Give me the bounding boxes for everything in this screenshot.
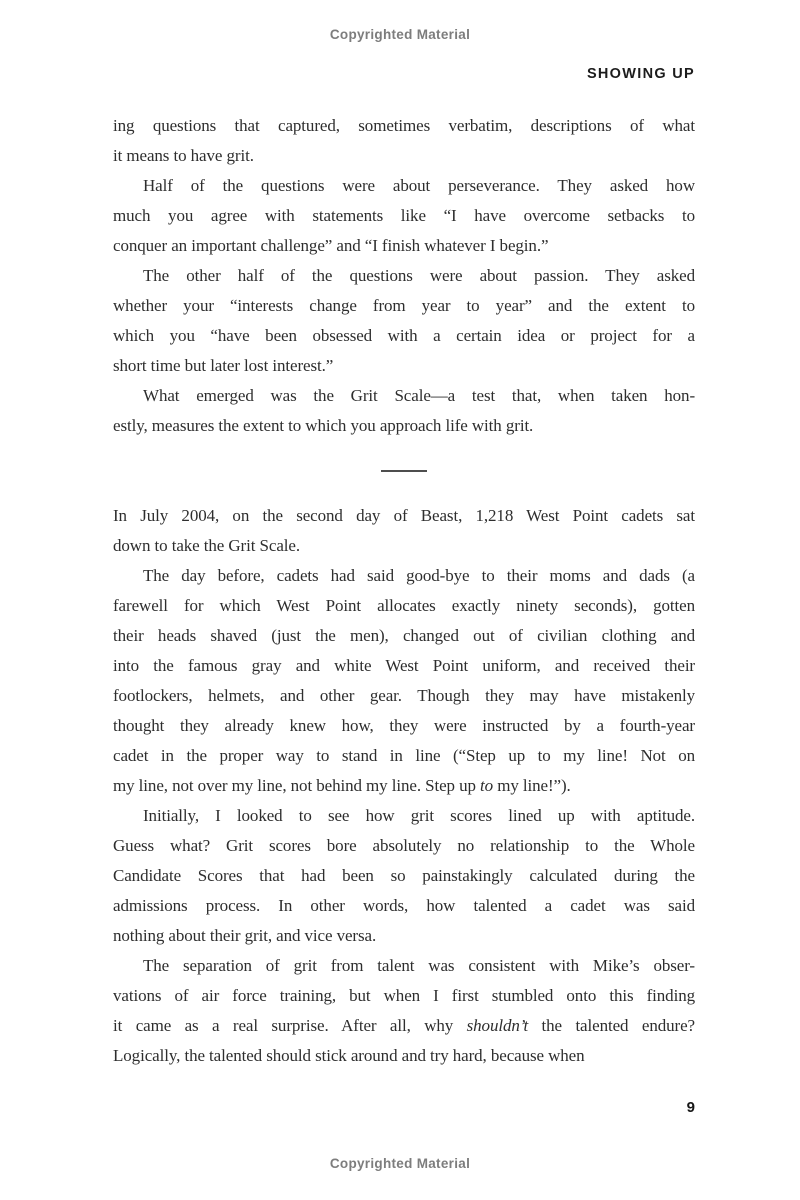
text-line: Guess what? Grit scores bore absolutely no relationship to the Whole [113, 836, 695, 855]
text-line: Half of the questions were about perseverance. They asked how [143, 176, 695, 195]
running-header: SHOWING UP [586, 66, 695, 82]
paragraph [113, 801, 695, 951]
text-line: short time but later lost interest.” [113, 356, 334, 375]
paragraph [113, 501, 695, 561]
text-line: Initially, I looked to see how grit scores lined up with aptitude. [143, 806, 695, 825]
page-number: 9 [686, 1099, 695, 1116]
paragraph [113, 561, 695, 801]
text-line: In July 2004, on the second day of Beast, 1,218 West Point cadets sat [113, 506, 695, 525]
text-line: my line, not over my line, not behind my line. Step up to my line!”). [113, 776, 571, 795]
text-line: it came as a real surprise. After all, why shouldn’t the talented endure? [113, 1016, 695, 1035]
text-line: nothing about their grit, and vice versa. [113, 926, 377, 945]
paragraph [113, 171, 695, 261]
text-line: their heads shaved (just the men), changed out of civilian clothing and [113, 626, 695, 645]
text-line: much you agree with statements like “I have overcome setbacks to [113, 206, 695, 225]
paragraph [113, 111, 695, 171]
text-line: The separation of grit from talent was consistent with Mike’s obser- [143, 956, 695, 975]
copyright-notice-top: Copyrighted Material [329, 27, 471, 42]
section-divider-line [381, 470, 427, 472]
text-line: down to take the Grit Scale. [113, 536, 300, 555]
text-line: admissions process. In other words, how talented a cadet was said [113, 896, 695, 915]
text-line: into the famous gray and white West Point uniform, and received their [113, 656, 695, 675]
text-line: What emerged was the Grit Scale—a test that, when taken hon- [143, 386, 695, 405]
text-line: The other half of the questions were about passion. They asked [143, 266, 695, 285]
paragraph [113, 381, 695, 441]
text-line: whether your “interests change from year to year” and the extent to [113, 296, 695, 315]
text-line: which you “have been obsessed with a certain idea or project for a [113, 326, 695, 345]
text-line: estly, measures the extent to which you approach life with grit. [113, 416, 534, 435]
text-line: conquer an important challenge” and “I finish whatever I begin.” [113, 236, 549, 255]
text-line: farewell for which West Point allocates exactly ninety seconds), gotten [113, 596, 695, 615]
text-line: cadet in the proper way to stand in line (“Step up to my line! Not on [113, 746, 695, 765]
paragraph [113, 951, 695, 1071]
text-line: footlockers, helmets, and other gear. Though they may have mistakenly [113, 686, 695, 705]
section-break [113, 441, 695, 501]
text-line: vations of air force training, but when I first stumbled onto this finding [113, 986, 695, 1005]
body-text [113, 111, 695, 1071]
text-line: it means to have grit. [113, 146, 254, 165]
paragraph [113, 261, 695, 381]
text-line: thought they already knew how, they were instructed by a fourth-year [113, 716, 695, 735]
text-line: The day before, cadets had said good-bye to their moms and dads (a [143, 566, 695, 585]
text-line: Logically, the talented should stick around and try hard, because when [113, 1046, 585, 1065]
text-line: Candidate Scores that had been so painstakingly calculated during the [113, 866, 695, 885]
text-line: ing questions that captured, sometimes verbatim, descriptions of what [113, 116, 695, 135]
copyright-notice-bottom: Copyrighted Material [329, 1156, 471, 1171]
